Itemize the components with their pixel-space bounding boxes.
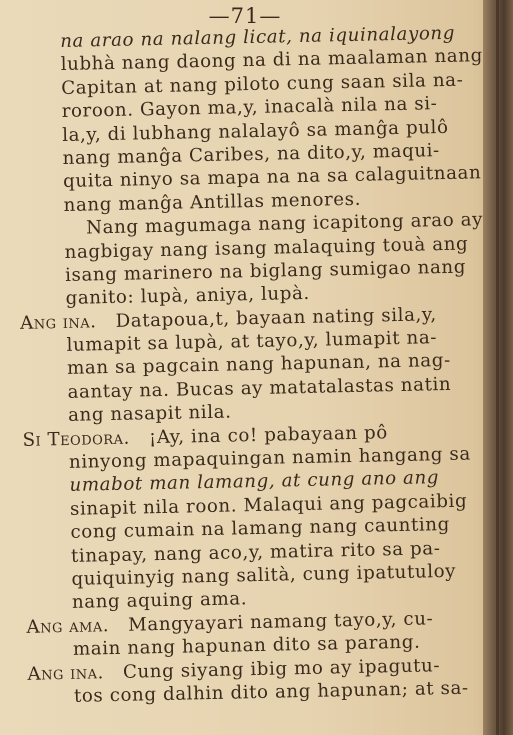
text-line: nang manĝa Antillas menores. bbox=[63, 188, 362, 216]
text-line: isang marinero na biglang sumigao nang bbox=[64, 256, 467, 286]
text-line: nang aquing ama. bbox=[71, 588, 248, 614]
text-line: quiquinyig nang salità, cung ipatutuloy bbox=[71, 560, 457, 590]
text-line: cong cumain na lamang nang caunting bbox=[70, 514, 451, 544]
text-line: aantay na. Bucas ay matatalastas natin bbox=[67, 373, 452, 403]
speaker-line: Ang ina. Datapoua,t, bayaan nating sila,y, bbox=[19, 303, 437, 334]
speaker-name: Ang ina. bbox=[27, 661, 105, 685]
text-line: na arao na nalang licat, na iquinalayong bbox=[60, 22, 456, 52]
body-text bbox=[19, 21, 484, 708]
text-line: umabot man lamang, at cung ano ang bbox=[69, 467, 440, 497]
text-line: Nang magumaga nang icapitong arao ay bbox=[85, 209, 484, 239]
text-line: lubhà nang daong na di na maalaman nang bbox=[60, 45, 484, 76]
text-line: ang nasapit nila. bbox=[67, 401, 232, 427]
speaker-name: Ang ina. bbox=[19, 310, 97, 334]
speaker-line: Si Teodora. ¡Ay, ina co! pabayaan pô bbox=[22, 421, 389, 451]
text-line: lumapit sa lupà, at tayo,y, lumapit na- bbox=[66, 327, 438, 357]
text-line: Capitan at nang piloto cung saan sila na- bbox=[61, 69, 464, 99]
text-line: nang manĝa Caribes, na dito,y, maqui- bbox=[62, 140, 441, 169]
text-line: roroon. Gayon ma,y, inacalà nila na si- bbox=[61, 93, 438, 123]
text-line: nagbigay nang isang malaquing touà ang bbox=[64, 233, 469, 263]
page-number: —71— bbox=[208, 4, 282, 28]
speaker-name: Si Teodora. bbox=[22, 427, 130, 451]
speaker-line: Ang ina. Cung siyang ibig mo ay ipagutu- bbox=[27, 654, 441, 685]
text-line: ninyong mapaquingan namin hangang sa bbox=[68, 443, 472, 473]
speaker-name: Ang ama. bbox=[26, 614, 110, 638]
text-line: quita ninyo sa mapa na na sa calaguitnaan bbox=[62, 162, 482, 193]
text-line: man sa pagcain nang hapunan, na nag- bbox=[66, 350, 451, 380]
text-line: main nang hapunan dito sa parang. bbox=[72, 631, 421, 661]
text-line: tos cong dalhin dito ang hapunan; at sa- bbox=[73, 677, 469, 707]
text-line: sinapit nila roon. Malaqui ang pagcaibig bbox=[69, 490, 468, 520]
spine-shadow-line bbox=[496, 0, 499, 735]
text-line: ganito: lupà, aniya, lupà. bbox=[65, 283, 311, 310]
text-line: la,y, di lubhang nalalayô sa manĝa pulô bbox=[61, 116, 449, 146]
speaker-line: Ang ama. Mangyayari namang tayo,y, cu- bbox=[26, 608, 434, 638]
text-line: tinapay, nang aco,y, matira rito sa pa- bbox=[70, 537, 441, 567]
